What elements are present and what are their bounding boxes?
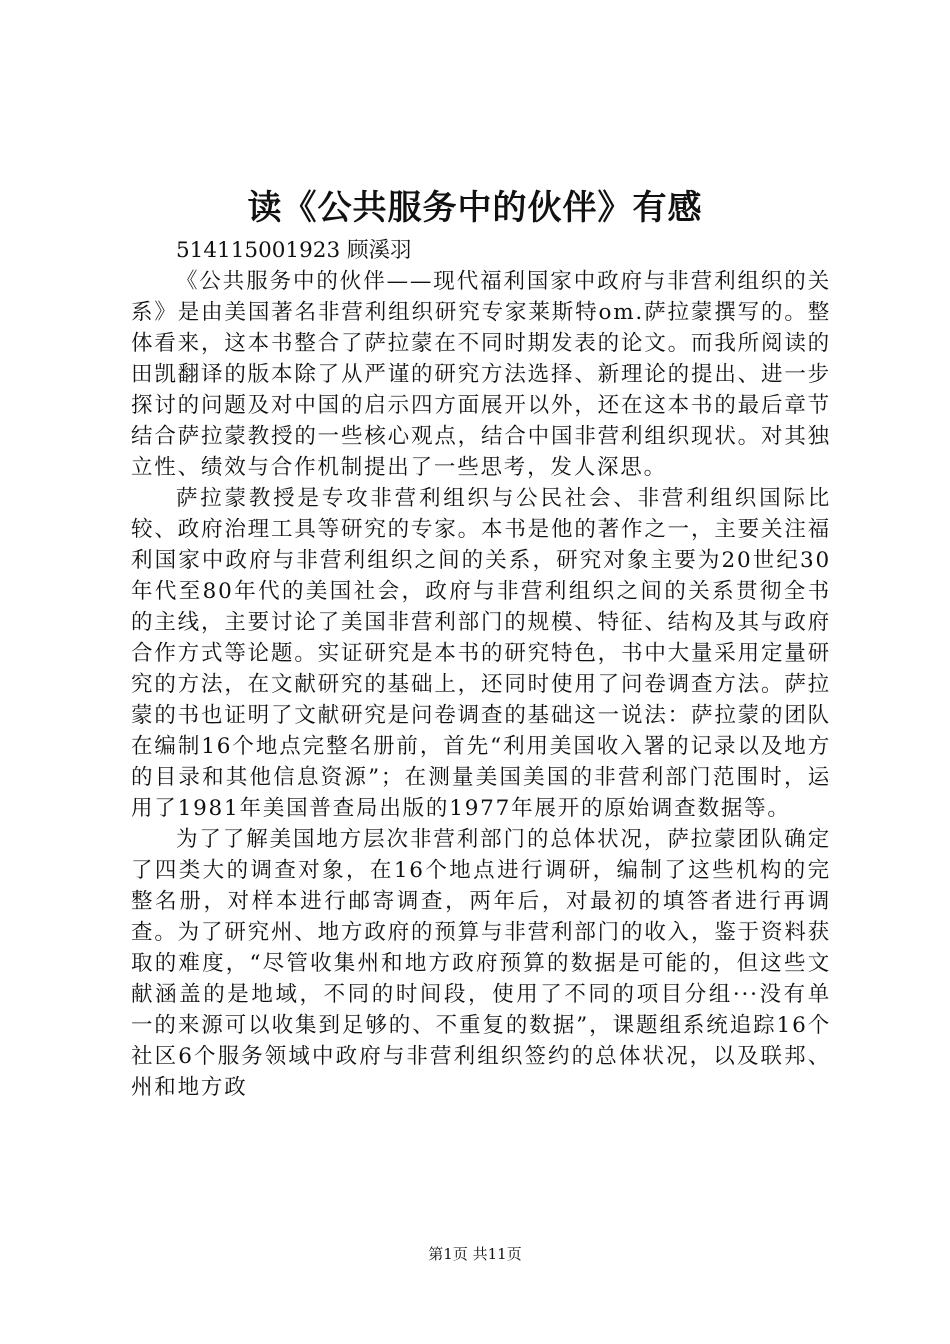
- document-title: 读《公共服务中的伙伴》有感: [247, 188, 703, 228]
- author-line: 514115001923 顾溪羽: [176, 238, 412, 263]
- document-body: [131, 266, 831, 1103]
- page-footer: 第1页 共11页: [428, 1245, 522, 1263]
- paragraph-1: 《公共服务中的伙伴——现代福利国家中政府与非营利组织的关系》是由美国著名非营利组织研究专家莱斯特om.萨拉蒙撰写的。整体看来，这本书整合了萨拉蒙在不同时期发表的论文。而我所阅读的田凯翻译的版本除了从严谨的研究方法选择、新理论的提出、进一步探讨的问题及对中国的启示四方面展开以外，还在这本书的最后章节结合萨拉蒙教授的一些核心观点，结合中国非营利组织现状。对其独立性、绩效与合作机制提出了一些思考，发人深思。: [131, 269, 831, 480]
- paragraph-3: 为了了解美国地方层次非营利部门的总体状况，萨拉蒙团队确定了四类大的调查对象，在16个地点进行调研，编制了这些机构的完整名册，对样本进行邮寄调查，两年后，对最初的填答者进行再调查。为了研究州、地方政府的预算与非营利部门的收入，鉴于资料获取的难度，“尽管收集州和地方政府预算的数据是可能的，但这些文献涵盖的是地域，不同的时间段，使用了不同的项目分组···没有单一的来源可以收集到足够的、不重复的数据”，课题组系统追踪16个社区6个服务领域中政府与非营利组织签约的总体状况，以及联邦、州和地方政: [131, 827, 831, 1100]
- paragraph-2: 萨拉蒙教授是专攻非营利组织与公民社会、非营利组织国际比较、政府治理工具等研究的专家。本书是他的著作之一，主要关注福利国家中政府与非营利组织之间的关系，研究对象主要为20世纪30年代至80年代的美国社会，政府与非营利组织之间的关系贯彻全书的主线，主要讨论了美国非营利部门的规模、特征、结构及其与政府合作方式等论题。实证研究是本书的研究特色，书中大量采用定量研究的方法，在文献研究的基础上，还同时使用了问卷调查方法。萨拉蒙的书也证明了文献研究是问卷调查的基础这一说法：萨拉蒙的团队在编制16个地点完整名册前，首先“利用美国收入署的记录以及地方的目录和其他信息资源”；在测量美国美国的非营利部门范围时，运用了1981年美国普查局出版的1977年展开的原始调查数据等。: [131, 486, 831, 821]
